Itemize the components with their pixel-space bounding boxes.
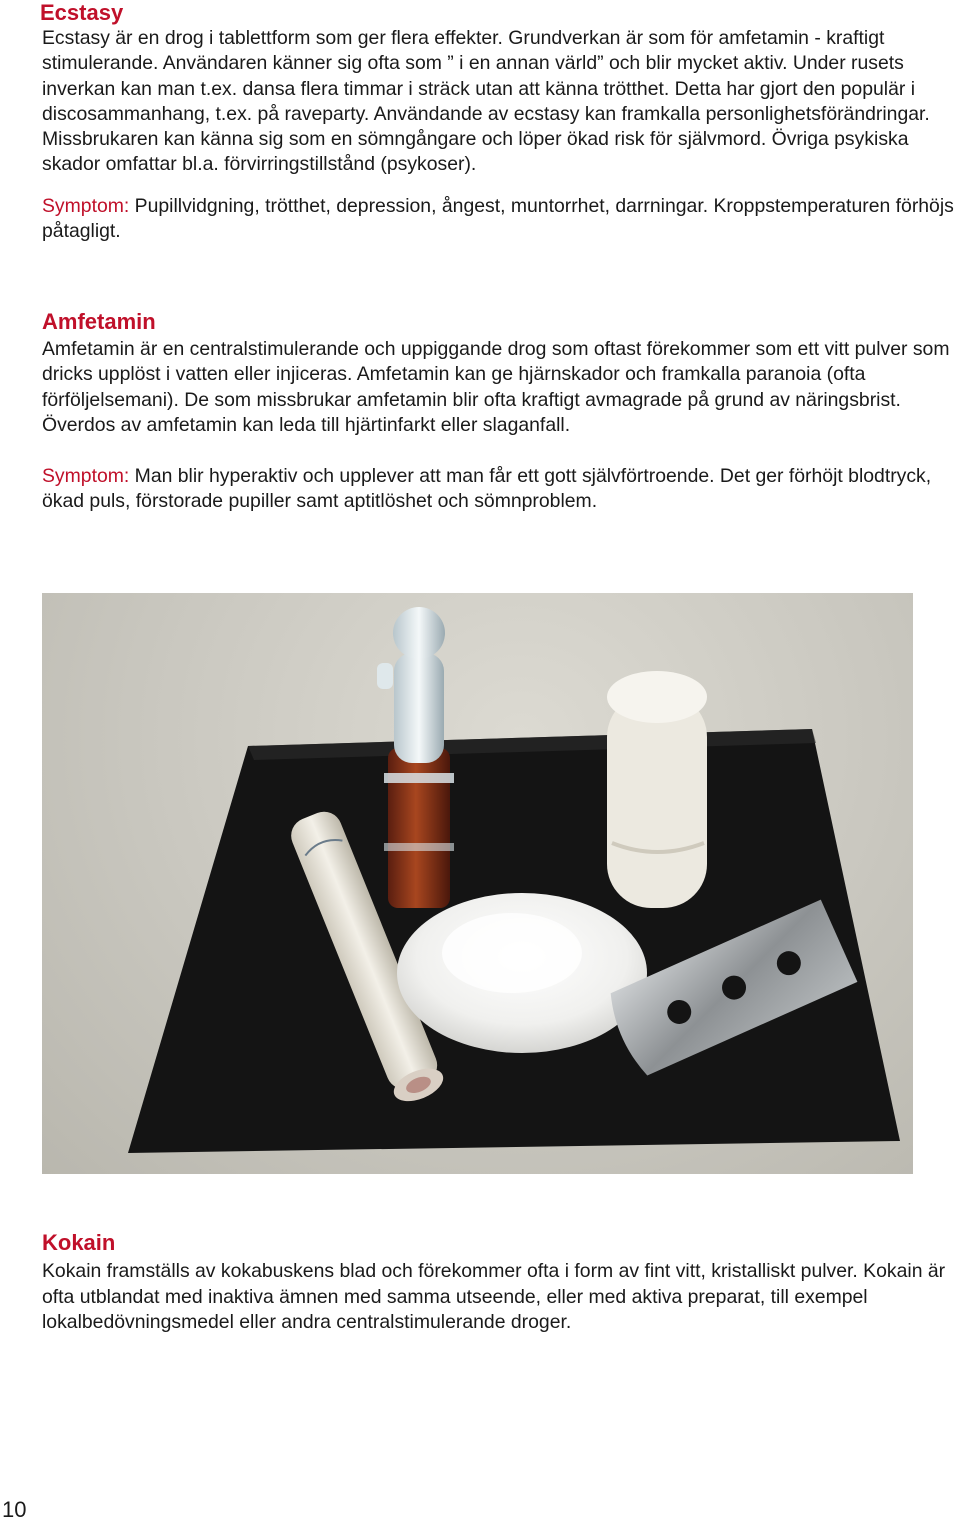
symptom-text: Man blir hyperaktiv och upplever att man får ett gott självförtroende. Det ger förhöjt blodtryck, ökad puls, förstorade pupiller samt aptitlöshet och sömnproblem. [42, 465, 932, 513]
paragraph-amfetamin: Amfetamin är en centralstimulerande och uppiggande drog som oftast förekommer som ett vitt pulver som dricks upplöst i vatten eller injiceras. Amfetamin kan ge hjärnskador och framkalla paranoia (ofta förföljelsemani). De som missbrukar amfetamin blir ofta kraftigt avmagrade på grund av näringsbrist. Överdos av amfetamin kan leda till hjärtinfarkt eller slaganfall. [42, 338, 950, 436]
section-amfetamin [42, 308, 957, 515]
heading-ecstasy: Ecstasy [40, 0, 124, 25]
section-ecstasy [42, 0, 957, 244]
chalk-stick [607, 671, 707, 908]
drug-paraphernalia-photo [42, 593, 913, 1174]
symptom-amfetamin [42, 464, 957, 515]
photo-illustration [42, 593, 913, 1174]
symptom-text: Pupillvidgning, trötthet, depression, ångest, muntorrhet, darrningar. Kroppstemperaturen förhöjs påtagligt. [42, 194, 954, 243]
symptom-label: Symptom: [42, 465, 130, 488]
vial [377, 607, 454, 908]
paragraph-ecstasy: Ecstasy är en drog i tablettform som ger flera effekter. Grundverkan är som för amfetamin - kraftigt stimulerande. Användaren känner sig ofta som ” i en annan värld” och blir mycket aktiv. Under rusets inverkan kan man t.ex. dansa flera timmar i sträck utan att känna trötthet. Detta har gjort den populär i discosammanhang, t.ex. på raveparty. Användande av ecstasy kan framkalla personlighetsförändringar. Missbrukaren kan känna sig som en sömngångare och löper ökad risk för självmord. Övriga psykiska skador omfattar bl.a. förvirringstillstånd (psykoser). [42, 27, 930, 176]
heading-kokain: Kokain [42, 1230, 116, 1255]
section-kokain [42, 1228, 957, 1336]
heading-amfetamin: Amfetamin [42, 309, 156, 334]
symptom-label: Symptom: [42, 194, 130, 217]
page-number: 10 [2, 1497, 27, 1522]
paragraph-kokain: Kokain framställs av kokabuskens blad och förekommer ofta i form av fint vitt, kristalliskt pulver. Kokain är ofta utblandat med inaktiva ämnen med samma utseende, eller med aktiva preparat, till exempel lokalbedövningsmedel eller andra centralstimulerande droger. [42, 1260, 946, 1333]
symptom-ecstasy [42, 194, 957, 245]
